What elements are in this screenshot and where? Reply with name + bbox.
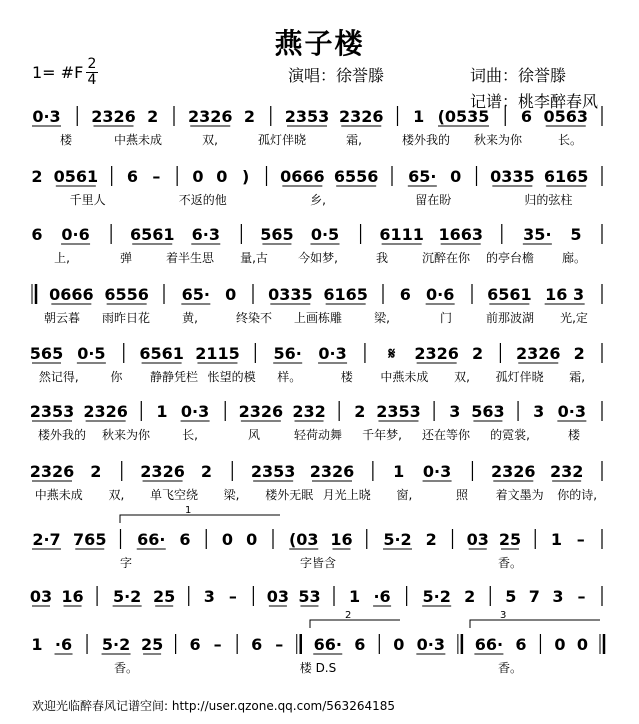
note-group: 0563 [543,107,589,126]
note-group: 03 [29,587,53,606]
note-group: 5 [505,587,517,606]
note-group: 7 [528,587,540,606]
note-group: 6 [520,107,533,126]
lyric-syllable: 然记得, [38,370,79,384]
lyric-syllable: 孤灯伴晓 [495,370,544,384]
note-group: 1 [156,402,168,421]
note-group: 0·3 [422,462,452,481]
lyric-syllable: 楼 [340,370,353,384]
note-group: 2353 [376,402,421,421]
note-group: 2 [354,402,366,421]
lyric-syllable: 廊。 [561,251,587,265]
note-group: 2 [425,530,437,549]
note-group: 2 [464,587,476,606]
note-group: – [228,587,237,606]
volta-number: 3 [500,610,507,621]
note-group: 2 [471,344,484,363]
volta-bracket [470,620,600,628]
note-group: 5·2 [101,635,131,654]
note-group: 6 [399,285,411,304]
note-group: 1 [31,635,43,654]
note-group: 565 [260,225,294,244]
note-group: 2353 [284,107,330,126]
lyric-syllable: 照 [455,488,469,502]
lyric-syllable: 不返的他 [178,193,227,207]
note-group: 0 [192,167,204,186]
lyric-syllable: 今如梦, [298,251,338,265]
lyric-syllable: 霜, [346,133,362,147]
lyric-syllable: 梁, [374,311,390,325]
note-group: 53 [298,587,321,606]
note-group: 6 [189,635,201,654]
lyric-syllable: 轻荷动舞 [293,428,343,442]
note-group: 0 [225,285,237,304]
note-group: 0 [450,167,462,186]
note-group: 6 [515,635,527,654]
note-group: 𝄋 [388,344,396,363]
note-group: 0·3 [32,107,61,126]
lyric-syllable: 双, [202,133,218,147]
note-group: 6165 [323,285,368,304]
note-group: 3 [203,587,215,606]
note-group: 66· [313,635,342,654]
lyric-syllable: 怅望的模 [207,370,256,384]
lyric-syllable: 长。 [557,133,583,147]
note-group: ·6 [54,635,73,654]
note-group: 2353 [250,462,296,481]
note-group: 1663 [438,225,483,244]
lyric-syllable: 秋来为你 [101,428,151,442]
lyric-syllable: 着文墨为 [495,488,544,502]
volta-number: 2 [345,610,352,621]
lyric-syllable: 梁, [223,488,240,502]
lyric-syllable: 双, [108,488,125,502]
note-group: 6556 [333,167,379,186]
note-group: 5·2 [112,587,142,606]
lyric-syllable: 弹 [119,251,133,265]
note-group: 35· [523,225,552,244]
note-group: 1 [348,587,361,606]
note-group: 16 3 [545,285,585,304]
note-group: 0·3 [557,402,587,421]
note-group: 66· [137,530,166,549]
lyric-syllable: 门 [439,311,453,325]
lyric-syllable: 千年梦, [362,428,402,442]
note-group: 2326 [140,462,185,481]
note-group: 0·3 [416,635,446,654]
lyric-syllable: 沉醉在你 [421,251,471,265]
note-group: 5·2 [422,587,451,606]
note-group: 0 [216,167,228,186]
key-signature: 1= #F [32,63,84,82]
lyric-syllable: 楼 [59,133,73,147]
note-group: 2326 [309,462,355,481]
volta-bracket [310,620,400,628]
lyric-syllable: 窗, [396,488,413,502]
lyric-syllable: 还在等你 [421,428,471,442]
note-group: 16 [61,587,84,606]
note-group: 2326 [491,462,536,481]
note-group: 65· [408,167,437,186]
note-group: 1 [550,530,563,549]
note-group: 2326 [414,344,459,363]
note-group: 3 [449,402,461,421]
note-group: 565 [29,344,64,363]
note-group: (0535 [437,107,490,126]
lyric-syllable: 孤灯伴晓 [257,133,307,147]
note-group: – [213,635,222,654]
note-group: 563 [471,402,505,421]
note-group: 0335 [268,285,313,304]
lyric-syllable: 前那波湖 [485,311,535,325]
note-group: 1 [393,462,405,481]
note-group: ·6 [373,587,391,606]
note-group: – [576,530,585,549]
lyric-syllable: 楼外我的 [37,428,87,442]
time-sig-top: 2 [87,56,97,72]
note-group: – [275,635,284,654]
footer-link-text: 欢迎光临醉春风记谱空间: http://user.qzone.qq.com/563264185 [32,699,396,713]
lyric-syllable: 香。 [497,556,523,570]
lyric-syllable: 上画栋雕 [293,311,343,325]
lyric-syllable: 黄, [182,311,198,325]
note-group: 0·5 [310,225,340,244]
lyric-syllable: 楼 D.S [299,661,337,675]
lyric-syllable: 千里人 [69,193,106,207]
lyric-syllable: 香。 [113,661,139,675]
note-group: 6561 [139,344,184,363]
note-group: 6 [126,167,139,186]
lyric-syllable: 单飞空绕 [149,488,199,502]
note-group: 2326 [338,107,384,126]
note-group: 2 [147,107,159,126]
note-group: 6561 [487,285,532,304]
lyric-syllable: 光,定 [560,311,588,325]
note-group: 232 [549,462,584,481]
note-group: 2·7 [32,530,61,549]
note-group: 0335 [490,167,535,186]
note-group: 0666 [280,167,325,186]
lyric-syllable: 量,古 [240,251,268,265]
lyric-syllable: 字 [119,556,133,570]
lyric-syllable: 样。 [277,370,302,384]
note-group: 56· [273,344,302,363]
lyric-syllable: 长, [182,428,198,442]
singer-credit: 演唱：徐誉滕 [288,66,385,85]
note-group: 6 [251,635,263,654]
note-group: 0·5 [77,344,106,363]
note-group: (03 [288,530,319,549]
note-group: 03 [466,530,489,549]
note-group: 232 [292,402,326,421]
note-group: 2353 [29,402,75,421]
lyric-syllable: 秋来为你 [473,133,523,147]
lyric-syllable: 字皆含 [299,556,337,570]
note-group: 2115 [195,344,240,363]
note-group: 2326 [91,107,136,126]
note-group: 25 [140,635,164,654]
note-group: 0 [554,635,566,654]
note-group: 6556 [104,285,149,304]
volta-bracket [120,515,280,523]
lyric-syllable: 中燕未成 [380,370,429,384]
lyric-syllable: 留在盼 [415,193,452,207]
note-group: 2326 [516,344,561,363]
lyric-syllable: 中燕未成 [113,133,163,147]
lyric-syllable: 楼外无眠 [265,488,314,502]
note-group: 6·3 [191,225,220,244]
transcriber-credit: 记谱：桃李醉春风 [470,92,599,111]
note-group: 0561 [53,167,99,186]
note-group: 3 [533,402,545,421]
lyric-syllable: 香。 [497,661,523,675]
lyric-syllable: 风 [247,428,261,442]
note-group: 25 [498,530,522,549]
note-group: 765 [73,530,107,549]
lyric-syllable: 归的弦柱 [524,193,573,207]
lyric-syllable: 雨昨日花 [101,311,151,325]
note-group: 2 [90,462,102,481]
note-group: 0 [246,530,258,549]
note-group: 5·2 [383,530,412,549]
note-group: 0·3 [318,344,347,363]
lyric-syllable: 双, [454,370,470,384]
note-group: 0·6 [425,285,455,304]
note-group: 0 [576,635,589,654]
note-group: 03 [266,587,290,606]
note-group: ) [242,167,250,186]
note-group: 2 [573,344,585,363]
lyric-syllable: 霜, [569,370,586,384]
note-group: 2 [200,462,212,481]
note-group: 0 [221,530,234,549]
note-group: 2326 [238,402,284,421]
lyric-syllable: 静静凭栏 [149,370,199,384]
lyric-syllable: 朝云暮 [43,311,81,325]
note-group: 2326 [29,462,75,481]
lyric-syllable: 的霓裳, [490,428,530,442]
note-group: 6 [31,225,43,244]
lyric-syllable: 终染不 [235,311,273,325]
note-group: 1 [413,107,425,126]
note-group: 65· [181,285,211,304]
lyric-syllable: 你 [110,370,123,384]
note-group: 66· [474,635,504,654]
song-title: 燕子楼 [274,27,365,60]
note-group: 2326 [187,107,233,126]
time-sig-bottom: 4 [87,72,97,88]
note-group: 25 [153,587,176,606]
note-group: 0 [393,635,405,654]
note-group: 2 [243,107,256,126]
lyric-syllable: 乡, [310,193,326,207]
volta-number: 1 [185,505,192,516]
note-group: 6111 [379,225,424,244]
note-group: 6165 [543,167,589,186]
lyric-syllable: 的亭台檐 [485,251,535,265]
note-group: 6561 [129,225,175,244]
note-group: 2326 [83,402,128,421]
note-group: 5 [570,225,582,244]
note-group: 2 [31,167,43,186]
note-group: 0·3 [180,402,210,421]
note-group: – [577,587,586,606]
lyric-syllable: 楼 [567,428,581,442]
lyric-syllable: 你的诗, [557,488,598,502]
lyric-syllable: 月光上晓 [322,488,371,502]
note-group: 16 [330,530,353,549]
lyric-syllable: 楼外我的 [401,133,451,147]
note-group: 0666 [49,285,94,304]
note-group: – [152,167,161,186]
lyric-syllable: 中燕未成 [34,488,83,502]
lyric-syllable: 上, [54,251,70,265]
lyric-syllable: 着半生思 [165,251,215,265]
note-group: 3 [552,587,564,606]
composer-credit: 词曲：徐誉滕 [470,66,567,85]
note-group: 6 [354,635,366,654]
note-group: 0·6 [61,225,90,244]
lyric-syllable: 我 [375,251,389,265]
note-group: 6 [179,530,191,549]
